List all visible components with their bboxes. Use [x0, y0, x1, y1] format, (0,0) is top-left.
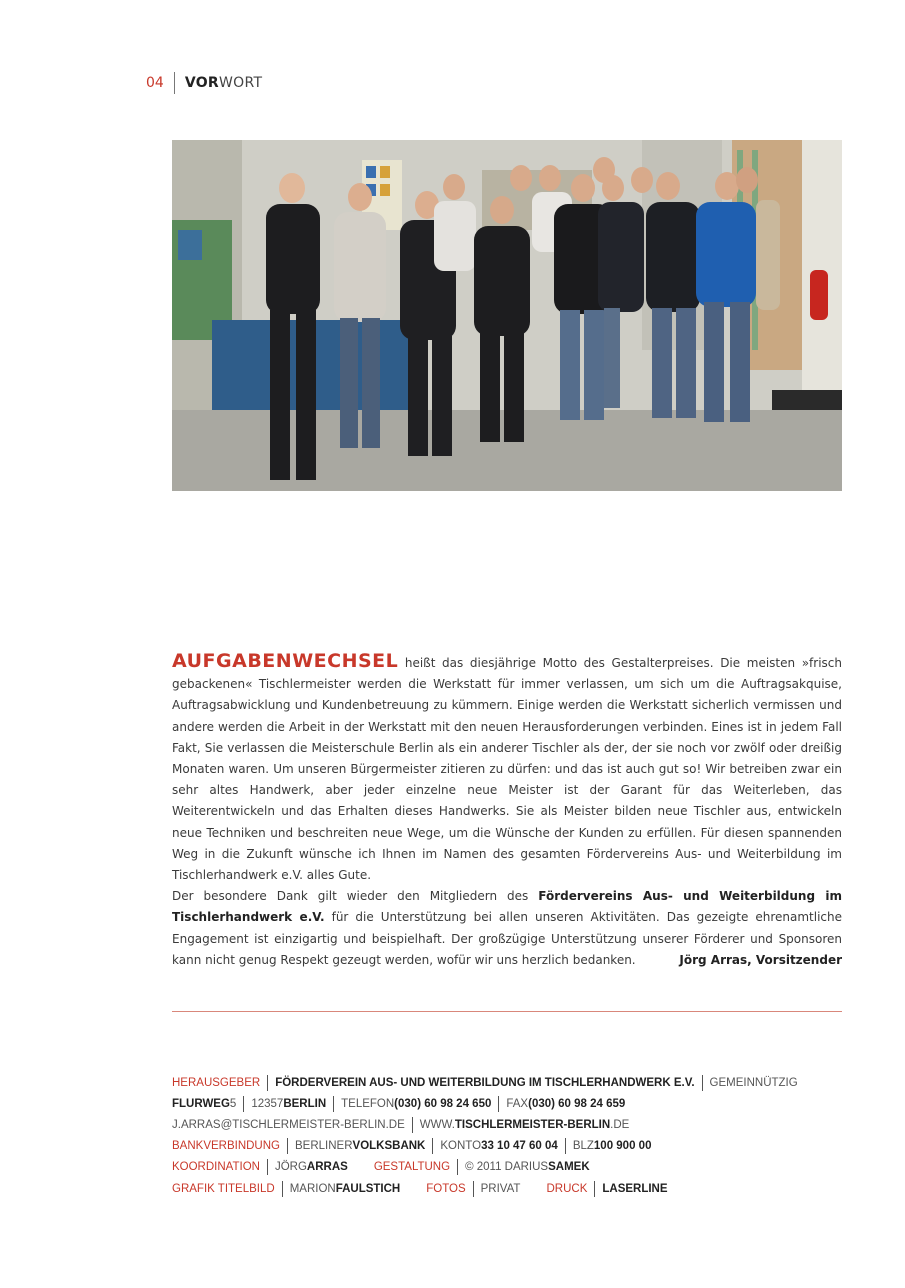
bank-label: BANKVERBINDUNG: [172, 1140, 280, 1153]
section-title-bold: VOR: [184, 75, 219, 91]
divider-rule: [172, 1011, 842, 1012]
credits-divider: [457, 1159, 458, 1175]
article-lead: AUFGABENWECHSEL: [172, 650, 399, 672]
verein-name: FÖRDERVEREIN AUS- UND WEITERBILDUNG IM TISCHLERHANDWERK E.V.: [275, 1076, 695, 1089]
signature: Jörg Arras, Vorsitzender: [679, 952, 842, 967]
bank-prefix: BERLINER: [295, 1140, 353, 1153]
herausgeber-label: HERAUSGEBER: [172, 1076, 261, 1089]
foreword-article: [172, 651, 842, 971]
gestaltung-last: SAMEK: [548, 1161, 590, 1174]
group-photo: [172, 140, 842, 491]
credits-line-4: [172, 1136, 852, 1157]
article-paragraph-2-end: für die Unterstützung bei allen unseren Aktivitäten. Das gezeigte ehrenamtliche Engagement ist einzigartig und beispielhaft. Der großzügige Unterstützung unserer Förderer und Sponsoren kann nicht genug Respekt gezeugt werden, wofür wir uns herzlich bedanken.: [172, 910, 843, 967]
credits-divider: [702, 1075, 703, 1091]
credits-divider: [412, 1117, 413, 1133]
gestaltung-prefix: © 2011 DARIUS: [465, 1161, 549, 1174]
blz-number: 100 900 00: [593, 1140, 652, 1153]
telefon-number: (030) 60 98 24 650: [394, 1097, 492, 1110]
credits-line-6: [172, 1178, 852, 1199]
konto-number: 33 10 47 60 04: [481, 1140, 558, 1153]
section-title: [185, 75, 263, 91]
credits-line-2: [172, 1093, 852, 1114]
konto-label: KONTO: [440, 1140, 482, 1153]
credits-divider: [594, 1181, 595, 1197]
article-verein-name: Fördervereins Aus- und Weiterbildung im Tischlerhandwerk e.V.: [172, 889, 842, 925]
fax-number: (030) 60 98 24 659: [528, 1097, 626, 1110]
street-name: FLURWEG: [172, 1097, 230, 1110]
telefon-label: TELEFON: [341, 1097, 395, 1110]
zip-code: 12357: [251, 1097, 284, 1110]
bank-name: VOLKSBANK: [352, 1140, 426, 1153]
website-prefix: WWW.: [419, 1118, 455, 1131]
credits-line-1: [172, 1072, 852, 1093]
website-domain: TISCHLERMEISTER-BERLIN: [454, 1118, 611, 1131]
blz-label: BLZ: [572, 1140, 594, 1153]
credits: [172, 1072, 852, 1199]
credits-divider: [473, 1181, 474, 1197]
group-photo-illustration: [172, 140, 842, 491]
page-header: [146, 72, 262, 94]
credits-line-3: [172, 1114, 852, 1135]
fax-label: FAX: [506, 1097, 529, 1110]
koordination-last: ARRAS: [306, 1161, 348, 1174]
credits-divider: [333, 1096, 334, 1112]
koordination-label: KOORDINATION: [172, 1161, 260, 1174]
credits-divider: [282, 1181, 283, 1197]
street-number: 5: [229, 1097, 237, 1110]
gestaltung-label: GESTALTUNG: [373, 1161, 451, 1174]
website-tld: .DE: [610, 1118, 630, 1131]
article-paragraph-2-start: Der besondere Dank gilt wieder den Mitgliedern des: [172, 889, 539, 904]
website-link[interactable]: [420, 1119, 630, 1131]
grafik-last: FAULSTICH: [335, 1182, 401, 1195]
gemeinnuetzig-text: GEMEINNÜTZIG: [709, 1076, 798, 1089]
druck-value: LASERLINE: [602, 1182, 668, 1195]
fotos-label: FOTOS: [426, 1182, 466, 1195]
grafik-label: GRAFIK TITELBILD: [172, 1182, 275, 1195]
credits-divider: [267, 1159, 268, 1175]
credits-divider: [432, 1138, 433, 1154]
article-paragraph-1-text: heißt das diesjährige Motto des Gestalterpreises. Die meisten »frisch gebackenen« Tischlermeister werden die Werkstatt für immer verlassen, um sich um die Auftragsakquise, Auftragsabwicklung und Kundenbetreuung zu kümmern. Einige werden die Werkstatt sicherlich vermissen und andere werden die Arbeit in der Werkstatt mit den neuen Herausforderungen verbinden. Eines ist in jedem Fall Fakt, Sie verlassen die Meisterschule Berlin als ein anderer Tischler als der, der sie noch vor zwölf oder dreißig Monaten waren. Um unseren Bürgermeister zitieren zu dürfen: und das ist auch gut so! Wir betreiben zwar ein sehr altes Handwerk, aber jeder einzelne neue Meister ist der Garant für das Weiterleben, das Weiterentwickeln und das Erhalten dieses Handwerks. Sie als Meister bilden neue Tischler aus, entwickeln neue Techniken und beschreiten neue Wege, um die Wünsche der Kunden zu erfüllen. Für diesen spannenden Weg in die Zukunft wünsche ich Ihnen im Namen des gesamten Fördervereins Aus- und Weiterbildung im Tischlerhandwerk e.V. alles Gute.: [172, 656, 842, 883]
page-number: 04: [146, 75, 164, 91]
credits-divider: [565, 1138, 566, 1154]
city: BERLIN: [283, 1097, 327, 1110]
credits-divider: [243, 1096, 244, 1112]
credits-divider: [498, 1096, 499, 1112]
article-paragraph-1: [172, 651, 842, 886]
section-title-rest: WORT: [219, 75, 263, 91]
email-link[interactable]: J.ARRAS@TISCHLERMEISTER-BERLIN.DE: [172, 1118, 405, 1131]
druck-label: DRUCK: [546, 1182, 588, 1195]
header-divider: [174, 72, 175, 94]
grafik-first: MARION: [289, 1182, 336, 1195]
koordination-first: JÖRG: [274, 1161, 307, 1174]
credits-line-5: [172, 1157, 852, 1178]
credits-divider: [287, 1138, 288, 1154]
fotos-value: PRIVAT: [480, 1182, 521, 1195]
credits-divider: [267, 1075, 268, 1091]
